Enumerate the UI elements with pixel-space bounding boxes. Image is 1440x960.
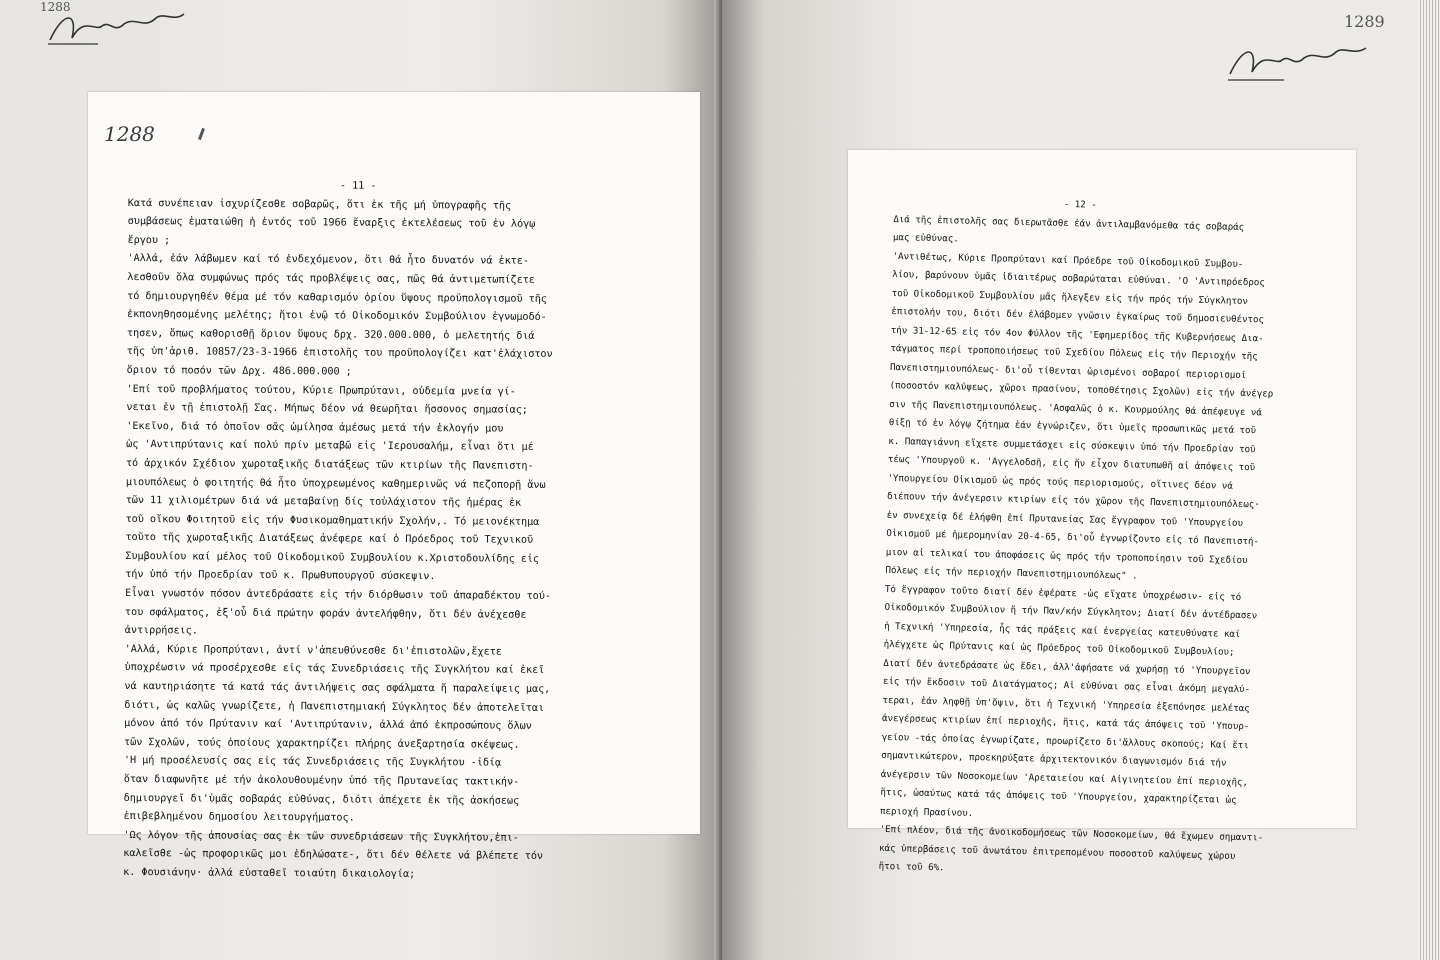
typed-line: 'Υπουργείου Οἰκισμοῦ ὡς πρός τούς περιορισμούς, οἵτινες δέον νά bbox=[887, 472, 1233, 492]
typed-line: τεραι, ἐάν ληφθῇ ὑπ'ὄψιν, ὅτι ἡ Τεχνική 'Υπηρεσία ἐξεπόνησε μελέτας bbox=[882, 694, 1250, 714]
typed-line: Κατά συνέπειαν ἰσχυρίζεσθε σοβαρῶς, ὅτι ἐκ τῆς μή ὑπογραφῆς τῆς bbox=[127, 197, 512, 212]
left-corner-number: 1288 bbox=[40, 0, 71, 14]
typed-line: διέπουν τήν ἀνέγερσιν κτιρίων εἰς τόν χῶρον τῆς Πανεπιστημιουπόλεως· bbox=[886, 490, 1260, 511]
left-typed-page bbox=[88, 92, 700, 880]
typed-line: ὑποχρέωσιν νά προσέρχεσθε εἰς τάς Συνεδριάσεις τῆς Συγκλήτου καί ἐκεῖ bbox=[124, 662, 545, 677]
typed-line: τοῦ Οἰκοδομικοῦ Συμβουλίου μᾶς ἤλεγξεν εἰς τήν πρός τήν Σύγκλητον bbox=[891, 287, 1249, 307]
typed-line: τῆς ὑπ'ἀριθ. 10857/23-3-1966 ἐπιστολῆς του προϋπολογίζει κατ'ἐλάχιστον bbox=[126, 346, 553, 361]
typed-line: εἰς τήν ἔκδοσιν τοῦ Διατάγματος; Αἱ εὐθύναι σας εἶναι ἀκόμη μεγαλύ- bbox=[882, 675, 1251, 696]
typed-line: 'Η μή προσέλευσίς σας εἰς τάς Συνεδριάσεις τῆς Συγκλήτου -ἰδίᾳ bbox=[123, 755, 502, 770]
typed-line: μόνον ἀπό τόν Πρύτανιν καί 'Αντιπρύτανιν, ἀλλά ἀπό ἐκπροσώπους ὅλων bbox=[124, 718, 532, 733]
typed-line: δημιουργεῖ δι'ὑμᾶς σοβαράς εὐθύνας, διότι ἀπέχετε ἐκ τῆς ἀσκήσεως bbox=[123, 792, 520, 807]
typed-line: Πανεπιστημιουπόλεως- δι'οὗ τίθενται ὡρισμένοι σοβαροί περιορισμοί bbox=[889, 361, 1247, 381]
typed-line: ἐπιβεβλημένου δημοσίου λειτουργήματος. bbox=[123, 811, 355, 824]
typed-line: τησεν, ὅπως καθορισθῇ ὅριον ὕψους δρχ. 320.000.000, ὁ μελετητής διά bbox=[126, 327, 535, 342]
typed-line: θίξῃ τό ἐν λόγῳ ζήτημα ἐάν ἐγνώριζεν, ὅτι ὑμεῖς προσωπικῶς μετά τοῦ bbox=[888, 416, 1257, 437]
typed-line: 'Αντιθέτως, Κύριε Προπρύτανι καί Πρόεδρε τοῦ Οἰκοδομικοῦ Συμβου- bbox=[892, 250, 1244, 270]
typed-line: Διατί δέν ἀντεδράσατε ὡς ἔδει, ἀλλ'ἀφήσατε νά χωρήσῃ τό 'Υπουργεῖον bbox=[883, 657, 1251, 677]
typed-line: ἐκπονηθησομένης μελέτης; ἤτοι ἐνῷ τό Οἰκοδομικόν Συμβούλιον ἐγνωμοδό- bbox=[126, 309, 547, 324]
typed-line: - 12 - bbox=[1063, 198, 1097, 211]
typed-line: ἀντιρρήσεις. bbox=[124, 625, 198, 637]
typed-line: περιοχή Πρασίνου. bbox=[879, 805, 974, 819]
page-edges bbox=[1418, 0, 1440, 960]
typed-line: 'Αλλά, Κύριε Προπρύτανι, ἀντί ν'ἀπευθύνεσθε δι'ἐπιστολῶν,ἔχετε bbox=[124, 643, 502, 658]
typed-line: ὅταν διαφωνῆτε μέ τήν ἀκολουθουμένην ὑπό τῆς Πρυτανείας τακτικήν- bbox=[123, 773, 520, 788]
typed-line: τήν ὑπό τήν Προεδρίαν τοῦ κ. Πρωθυπουργοῦ σύσκεψιν. bbox=[125, 569, 436, 583]
typed-line: τήν 31-12-65 εἰς τόν 4ον Φύλλον τῆς 'Εφημερίδος τῆς Κυβερνήσεως Δια- bbox=[890, 324, 1264, 344]
typed-line: τό δημιουργηθέν θέμα μέ τόν καθαρισμόν ὁρίου ὕψους προϋπολογισμοῦ τῆς bbox=[127, 290, 547, 305]
typed-line: ἀνεγέρσεως κτιρίων ἐπί περιοχῆς, ἥτις, κατά τάς ἀπόψεις τοῦ 'Υπουρ- bbox=[881, 712, 1250, 733]
typed-line: μιουπόλεως ὁ φοιτητής θά ἦτο ὑποχρεωμένος καθημερινῶς νά πεζοπορῇ ἄνω bbox=[125, 476, 546, 491]
typed-line: Οἰκοδομικόν Συμβούλιον ἤ τήν Παν/κήν Σύγκλητον; Διατί δέν ἀντέδρασεν bbox=[884, 601, 1258, 622]
typed-line: νά καυτηριάσητε τά κατά τάς ἀντιλήψεις σας σφάλματα ἤ παραλείψεις μας, bbox=[124, 681, 551, 695]
typed-line: ἤτοι τοῦ 6%. bbox=[878, 860, 945, 874]
typed-line: ἔργου ; bbox=[127, 234, 171, 247]
typed-line: του σφάλματος, ἐξ'οὗ διά πρώτην φοράν ἀντελήφθην, ὅτι δέν ἀνέχεσθε bbox=[124, 606, 527, 621]
typed-line: 'Ως λόγον τῆς ἀπουσίας σας ἐκ τῶν συνεδριάσεων τῆς Συγκλήτου,ἐπι- bbox=[123, 829, 519, 844]
typed-line: 'Εκεῖνο, διά τό ὁποῖον σᾶς ὡμίλησα ἀμέσως μετά τήν ἐκλογήν μου bbox=[126, 420, 504, 435]
typed-line: τό ἀρχικόν Σχέδιον χωροταξικῆς διατάξεως τῶν κτιρίων τῆς Πανεπιστη- bbox=[125, 457, 534, 472]
typed-line: 'Επί πλέον, διά τῆς ἀνοικοδομήσεως τῶν Νοσοκομείων, θά ἔχωμεν σημαντι- bbox=[879, 823, 1264, 844]
typed-line: κ. Παπαγιάννη εἴχετε συμμετάσχει εἰς σύσκεψιν ὑπό τήν Προεδρίαν τοῦ bbox=[888, 435, 1256, 455]
typed-line: κάς ὑπερβάσεις τοῦ ἀνωτάτου ἐπιτρεπομένου ποσοστοῦ καλύψεως χώρου bbox=[878, 842, 1236, 862]
typed-line: Πόλεως εἰς τήν περιοχήν Πανεπιστημιουπόλεως" . bbox=[885, 564, 1138, 582]
typed-line: μιον αἱ τελικαί του ἀποφάσεις ὡς πρός τήν τροποποίησιν τοῦ Σχεδίου bbox=[885, 546, 1248, 566]
typed-line: λεσθοῦν ὅλα συμφώνως πρός τάς προβλέψεις σας, πῶς θά ἀντιμετωπίζετε bbox=[127, 271, 535, 286]
typed-line: διότι, ὡς καλῶς γνωρίζετε, ἡ Πανεπιστημιακή Σύγκλητος δέν ἀποτελεῖται bbox=[124, 699, 545, 714]
right-typed-text bbox=[878, 192, 1277, 885]
typed-line: σημαντικώτερον, προεκηρύξατε ἀρχιτεκτονικόν διαγωνισμόν διά τήν bbox=[881, 749, 1227, 769]
typed-line: τοῦ οἴκου Φοιτητοῦ εἰς τήν Φυσικομαθηματικήν Σχολήν,. Τό μειονέκτημα bbox=[125, 513, 540, 528]
typed-line: τοῦτο τῆς χωροταξικῆς Διατάξεως ἀνέφερε καί ὁ Πρόεδρος τοῦ Τεχνικοῦ bbox=[125, 532, 534, 547]
typed-line: σιν τῆς Πανεπιστημιουπόλεως. 'Ασφαλῶς ὁ κ. Κουρμούλης θά ἀπέφευγε νά bbox=[889, 398, 1262, 418]
handwritten-page-number: 1288 bbox=[104, 122, 155, 146]
typed-line: τάγματος περί τροποποιήσεως τοῦ Σχεδίου Πόλεως εἰς τήν Περιοχήν τῆς bbox=[890, 342, 1258, 363]
typed-line: καλεῖσθε -ὡς προφορικῶς μοι ἐδηλώσατε-, ὅτι δέν θέλετε νά βλέπετε τόν bbox=[123, 848, 544, 863]
typed-line: τῶν Σχολῶν, τούς ὁποίους χαρακτηρίζει πλήρης ἀνεξαρτησία σκέψεως. bbox=[124, 736, 520, 751]
typed-line: ὡς 'Αντιπρύτανις καί πολύ πρίν μεταβῶ εἰς 'Ιερουσαλήμ, εἶναι ὅτι μέ bbox=[126, 439, 534, 454]
typed-line: ἠλέγχετε ὡς Πρύτανις καί ὡς Πρόεδρος τοῦ Οἰκοδομικοῦ Συμβουλίου; bbox=[883, 638, 1235, 658]
typed-line: Συμβουλίου καί μέλος τοῦ Οἰκοδομικοῦ Συμβουλίου κ.Χριστοδουλίδης εἰς bbox=[125, 550, 540, 565]
typed-line: ἐπιστολήν του, διότι δέν ἐλάβομεν γνῶσιν ἐγκαίρως τοῦ δημοσιευθέντος bbox=[891, 305, 1265, 326]
pencil-mark bbox=[198, 128, 205, 140]
typed-line: λίου, βαρύνουν ὑμᾶς ἰδιαιτέρως σοβαρώταται εὐθύναι. 'Ο 'Αντιπρόεδρος bbox=[892, 268, 1265, 289]
typed-line: Διά τῆς ἐπιστολῆς σας διερωτᾶσθε ἐάν ἀντιλαμβανόμεθα τάς σοβαράς bbox=[893, 213, 1245, 233]
right-signature bbox=[1224, 36, 1374, 88]
right-folio bbox=[722, 0, 1418, 960]
typed-line: Εἶναι γνωστόν πόσον ἀντεδράσατε εἰς τήν διόρθωσιν τοῦ ἀπαραδέκτου τού- bbox=[125, 588, 551, 603]
typed-line: μας εὐθύνας. bbox=[892, 231, 959, 245]
typed-line: ἥτις, ὡσαύτως κατά τάς ἀπόψεις τοῦ 'Υπουργείου, χαρακτηρίζεται ὡς bbox=[880, 786, 1237, 806]
typed-line: συμβάσεως ἐματαιώθη ἡ ἐντός τοῦ 1966 ἔναρξις ἐκτελέσεως τοῦ ἐν λόγῳ bbox=[127, 216, 536, 231]
typed-line: τῶν 11 χιλιομέτρων διά νά μεταβαίνῃ δίς τοὐλάχιστον τῆς ἡμέρας ἐκ bbox=[125, 495, 522, 509]
typed-line: ἐν συνεχείᾳ δέ ἐλήφθη ἐπί Πρυτανείας Σας ἔγγραφον τοῦ 'Υπουργείου bbox=[886, 509, 1244, 529]
typed-line: γείου -τάς ὁποίας ἐγνωρίζατε, προωρίζετο δι'ἄλλους σκοπούς; Καί ἔτι bbox=[881, 731, 1249, 751]
typed-line: Οἰκισμοῦ μέ ἡμερομηνίαν 20-4-65, δι'οὗ ἐγνωρίζοντο εἰς τό Πανεπιστή- bbox=[886, 527, 1260, 548]
typed-line: ὅριον τό ποσόν τῶν Δρχ. 486.000.000 ; bbox=[126, 364, 352, 378]
right-corner-number: 1289 bbox=[1344, 12, 1385, 31]
right-typed-page bbox=[848, 150, 1356, 874]
typed-line: τέως 'Υπουργοῦ κ. 'Αγγελοδσῆ, εἰς ἥν εἶχον διατυπωθῆ αἱ ἀπόψεις τοῦ bbox=[887, 453, 1256, 474]
typed-line: κ. Φουσιάνην· ἀλλά εὐσταθεῖ τοιαύτη δικαιολογία; bbox=[123, 866, 416, 880]
typed-line: Τό ἔγγραφον τοῦτο διατί δέν ἐφέρατε -ὡς εἴχατε ὑποχρέωσιν- εἰς τό bbox=[884, 583, 1242, 603]
left-signature bbox=[44, 4, 194, 52]
typed-line: νεται ἐν τῇ ἐπιστολῇ Σας. Μήπως δέον νά θεωρῆται ἥσσονος σημασίας; bbox=[126, 402, 528, 416]
left-typed-text bbox=[123, 176, 554, 886]
typed-line: 'Επί τοῦ προβλήματος τούτου, Κύριε Πρωπρύτανι, οὐδεμία μνεία γί- bbox=[126, 383, 516, 398]
typed-line: ἡ Τεχνική 'Υπηρεσία, ἧς τάς πράξεις καί ἐνεργείας κατευθύνατε καί bbox=[884, 620, 1241, 640]
typed-line: (ποσοστόν καλύψεως, χῶροι πρασίνου, τοποθέτησις Σχολῶν) εἰς τήν ἀνέγερ bbox=[889, 379, 1274, 400]
typed-line: ἀνέγερσιν τῶν Νοσοκομείων 'Αρεταιείου καί Αἰγινητείου ἐπί περιοχῆς, bbox=[880, 768, 1249, 788]
typed-line: - 11 - bbox=[339, 180, 377, 192]
typed-line: 'Αλλά, ἐάν λάβωμεν καί τό ἐνδεχόμενον, ὅτι θά ἦτο δυνατόν νά ἐκτε- bbox=[127, 253, 529, 268]
